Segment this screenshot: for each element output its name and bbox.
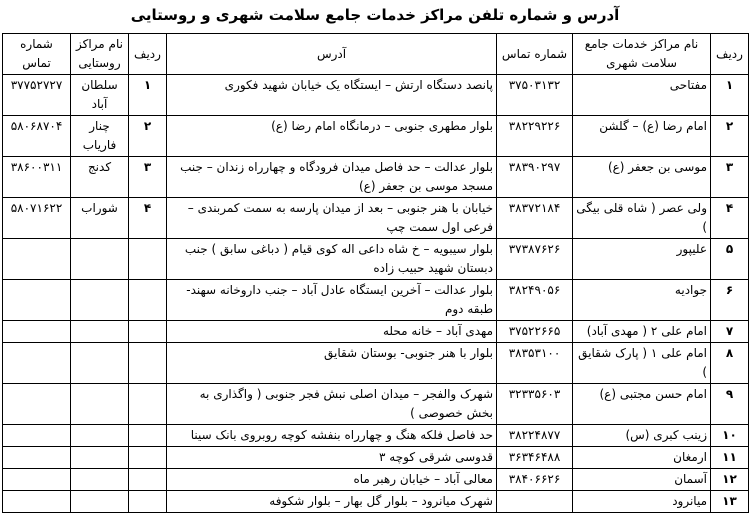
table-row bbox=[3, 491, 749, 513]
row-number: ۱۳ bbox=[711, 491, 749, 513]
rural-row-number: ۲ bbox=[129, 116, 167, 157]
rural-center-name: شوراب bbox=[71, 198, 129, 239]
page-title: آدرس و شماره تلفن مراکز خدمات جامع سلامت شهری و روستایی bbox=[130, 6, 620, 24]
table-row bbox=[3, 447, 749, 469]
row-number: ۱۱ bbox=[711, 447, 749, 469]
center-address: بلوار عدالت – حد فاصل میدان فرودگاه و چهارراه زندان – جنب مسجد موسی بن جعفر (ع) bbox=[167, 157, 497, 198]
row-number: ۱۰ bbox=[711, 425, 749, 447]
rural-center-phone bbox=[3, 469, 71, 491]
header-urban-center: نام مراکز خدمات جامع سلامت شهری bbox=[573, 34, 711, 75]
center-phone: ۳۷۵۲۲۶۶۵ bbox=[497, 321, 573, 343]
rural-row-number bbox=[129, 239, 167, 280]
center-address: شهرک میانرود – بلوار گل بهار – بلوار شکوفه bbox=[167, 491, 497, 513]
rural-center-phone bbox=[3, 343, 71, 384]
table-row bbox=[3, 157, 749, 198]
rural-center-name bbox=[71, 469, 129, 491]
rural-row-number: ۴ bbox=[129, 198, 167, 239]
center-phone: ۳۸۴۰۶۶۲۶ bbox=[497, 469, 573, 491]
rural-row-number bbox=[129, 469, 167, 491]
center-phone: ۳۸۳۹۰۲۹۷ bbox=[497, 157, 573, 198]
center-phone: ۳۷۵۰۳۱۳۲ bbox=[497, 75, 573, 116]
rural-center-name: چنار فاریاب bbox=[71, 116, 129, 157]
center-phone: ۳۸۳۵۳۱۰۰ bbox=[497, 343, 573, 384]
center-phone: ۳۸۲۴۹۰۵۶ bbox=[497, 280, 573, 321]
table-row bbox=[3, 343, 749, 384]
header-rural-center: نام مراکز روستایی bbox=[71, 34, 129, 75]
table-row bbox=[3, 321, 749, 343]
center-address: بلوار با هنر جنوبی- بوستان شقایق bbox=[167, 343, 497, 384]
rural-center-phone bbox=[3, 447, 71, 469]
rural-row-number bbox=[129, 447, 167, 469]
center-name: امام علی ۱ ( پارک شقایق ) bbox=[573, 343, 711, 384]
rural-center-phone bbox=[3, 384, 71, 425]
table-row bbox=[3, 425, 749, 447]
center-address: خیابان با هنر جنوبی – بعد از میدان پارسه به سمت کمربندی – فرعی اول سمت چپ bbox=[167, 198, 497, 239]
rural-center-name: سلطان آباد bbox=[71, 75, 129, 116]
rural-center-name bbox=[71, 447, 129, 469]
rural-center-phone bbox=[3, 280, 71, 321]
rural-row-number bbox=[129, 491, 167, 513]
center-name: آسمان bbox=[573, 469, 711, 491]
rural-center-name bbox=[71, 491, 129, 513]
center-name: ارمغان bbox=[573, 447, 711, 469]
row-number: ۷ bbox=[711, 321, 749, 343]
center-address: پانصد دستگاه ارتش – ایستگاه یک خیابان شهید فکوری bbox=[167, 75, 497, 116]
header-rural-row: ردیف bbox=[129, 34, 167, 75]
rural-row-number: ۱ bbox=[129, 75, 167, 116]
header-urban-address: آدرس bbox=[167, 34, 497, 75]
table-row bbox=[3, 280, 749, 321]
rural-row-number bbox=[129, 321, 167, 343]
rural-center-name bbox=[71, 343, 129, 384]
row-number: ۱ bbox=[711, 75, 749, 116]
rural-row-number bbox=[129, 343, 167, 384]
rural-row-number bbox=[129, 425, 167, 447]
row-number: ۱۲ bbox=[711, 469, 749, 491]
center-name: موسی بن جعفر (ع) bbox=[573, 157, 711, 198]
rural-center-name: کدنج bbox=[71, 157, 129, 198]
header-urban-phone: شماره تماس bbox=[497, 34, 573, 75]
center-address: مهدی آباد – خانه محله bbox=[167, 321, 497, 343]
rural-center-phone bbox=[3, 321, 71, 343]
row-number: ۴ bbox=[711, 198, 749, 239]
row-number: ۸ bbox=[711, 343, 749, 384]
center-phone: ۳۸۳۷۲۱۸۴ bbox=[497, 198, 573, 239]
rural-center-phone bbox=[3, 425, 71, 447]
rural-center-phone: ۵۸۰۷۱۶۲۲ bbox=[3, 198, 71, 239]
header-urban-row: ردیف bbox=[711, 34, 749, 75]
health-centers-table bbox=[2, 33, 749, 513]
center-name: امام رضا (ع) – گلشن bbox=[573, 116, 711, 157]
rural-center-name bbox=[71, 425, 129, 447]
rural-row-number: ۳ bbox=[129, 157, 167, 198]
center-phone bbox=[497, 491, 573, 513]
table-row bbox=[3, 384, 749, 425]
center-address: معالی آباد – خیابان رهبر ماه bbox=[167, 469, 497, 491]
row-number: ۳ bbox=[711, 157, 749, 198]
rural-center-phone: ۵۸۰۶۸۷۰۴ bbox=[3, 116, 71, 157]
row-number: ۶ bbox=[711, 280, 749, 321]
row-number: ۵ bbox=[711, 239, 749, 280]
center-name: مفتاحی bbox=[573, 75, 711, 116]
center-phone: ۳۷۳۸۷۶۲۶ bbox=[497, 239, 573, 280]
center-address: حد فاصل فلکه هنگ و چهارراه بنفشه کوچه روبروی بانک سینا bbox=[167, 425, 497, 447]
row-number: ۹ bbox=[711, 384, 749, 425]
table-row bbox=[3, 198, 749, 239]
table-header-row bbox=[3, 34, 749, 75]
table-row bbox=[3, 469, 749, 491]
rural-center-phone bbox=[3, 239, 71, 280]
rural-center-phone: ۳۷۷۵۲۷۲۷ bbox=[3, 75, 71, 116]
rural-row-number bbox=[129, 280, 167, 321]
header-rural-phone: شماره تماس bbox=[3, 34, 71, 75]
center-name: امام علی ۲ ( مهدی آباد) bbox=[573, 321, 711, 343]
center-phone: ۳۸۲۲۴۸۷۷ bbox=[497, 425, 573, 447]
center-name: ولی عصر ( شاه قلی بیگی ) bbox=[573, 198, 711, 239]
center-name: میانرود bbox=[573, 491, 711, 513]
rural-center-name bbox=[71, 384, 129, 425]
center-address: بلوار عدالت – آخرین ایستگاه عادل آباد – جنب داروخانه سهند- طبقه دوم bbox=[167, 280, 497, 321]
center-address: شهرک والفجر – میدان اصلی نبش فجر جنوبی ( واگذاری به بخش خصوصی ) bbox=[167, 384, 497, 425]
rural-center-phone bbox=[3, 491, 71, 513]
table-body bbox=[3, 75, 749, 513]
rural-row-number bbox=[129, 384, 167, 425]
center-name: زینب کبری (س) bbox=[573, 425, 711, 447]
rural-center-phone: ۳۸۶۰۰۳۱۱ bbox=[3, 157, 71, 198]
center-address: بلوار سیبویه – خ شاه داعی اله کوی قیام ( دباغی سابق ) جنب دبستان شهید حبیب زاده bbox=[167, 239, 497, 280]
table-row bbox=[3, 75, 749, 116]
row-number: ۲ bbox=[711, 116, 749, 157]
rural-center-name bbox=[71, 280, 129, 321]
center-phone: ۳۶۳۴۶۴۸۸ bbox=[497, 447, 573, 469]
table-row bbox=[3, 116, 749, 157]
center-address: بلوار مطهری جنوبی – درمانگاه امام رضا (ع) bbox=[167, 116, 497, 157]
center-name: علیپور bbox=[573, 239, 711, 280]
rural-center-name bbox=[71, 321, 129, 343]
center-phone: ۳۸۲۲۹۲۲۶ bbox=[497, 116, 573, 157]
table-row bbox=[3, 239, 749, 280]
center-name: امام حسن مجتبی (ع) bbox=[573, 384, 711, 425]
center-name: جوادیه bbox=[573, 280, 711, 321]
center-address: قدوسی شرقی کوچه ۳ bbox=[167, 447, 497, 469]
rural-center-name bbox=[71, 239, 129, 280]
center-phone: ۳۲۳۳۵۶۰۳ bbox=[497, 384, 573, 425]
